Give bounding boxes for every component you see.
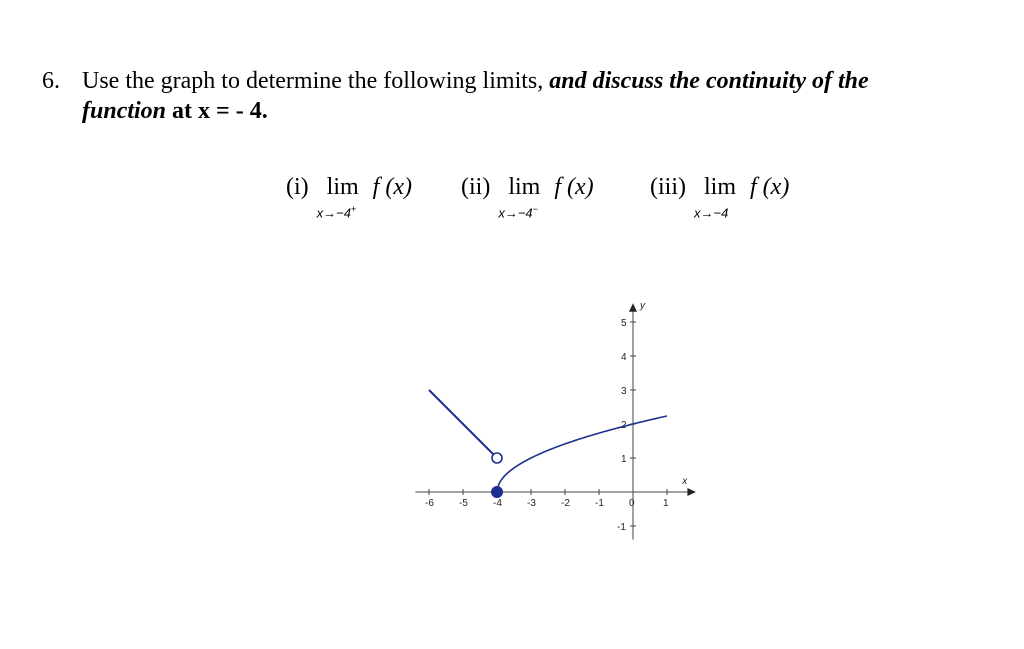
lim-word: lim (704, 174, 737, 200)
limit-expression (694, 174, 737, 221)
question-line-1 (82, 68, 869, 95)
limit-right-hand (286, 174, 412, 221)
limit-subscript (694, 204, 728, 220)
question-text-plain: Use the graph to determine the following limits, (82, 68, 550, 94)
x-tick-label: -6 (425, 498, 434, 509)
x-tick-label: 0 (629, 498, 635, 509)
x-tick-label: -2 (561, 498, 570, 509)
x-axis-label: x (682, 476, 688, 487)
sqrt-curve (497, 416, 667, 492)
limit-subscript-sign: − (532, 204, 538, 214)
y-tick-label: 4 (621, 352, 627, 363)
limit-subscript (498, 204, 538, 220)
limit-subscript-var: x→−4 (316, 205, 351, 221)
limit-function: f (x) (554, 174, 594, 200)
y-axis-arrow (629, 303, 637, 312)
y-tick-label: -1 (617, 522, 626, 533)
y-tick-label: 1 (621, 454, 627, 465)
limit-roman: (i) (286, 174, 309, 200)
y-tick-label: 2 (621, 420, 627, 431)
limit-expression (498, 174, 541, 221)
question-text-emphasis: and discuss the continuity of the (549, 68, 869, 94)
limit-subscript-var: x→−4 (498, 205, 533, 221)
x-tick-label: -1 (595, 498, 604, 509)
function-graph (400, 270, 720, 560)
y-tick-label: 3 (621, 386, 627, 397)
open-point (492, 453, 502, 463)
lim-word: lim (326, 174, 359, 200)
x-tick-label: -3 (527, 498, 536, 509)
limit-subscript-sign: + (350, 204, 357, 214)
limit-subscript-var: x→−4 (694, 205, 729, 221)
limit-left-hand (461, 174, 594, 221)
limit-roman: (ii) (461, 174, 491, 200)
y-tick-label: 5 (621, 318, 627, 329)
question-text-function: function (82, 98, 167, 124)
x-tick-label: -5 (459, 498, 468, 509)
lim-word: lim (508, 174, 541, 200)
limit-subscript (317, 204, 357, 220)
x-tick-label: -4 (493, 498, 502, 509)
question-line-2 (82, 98, 268, 125)
limit-function: f (x) (372, 174, 412, 200)
limit-expression (316, 174, 359, 221)
limit-two-sided (650, 174, 790, 221)
question-text-at-x: at x = - 4. (166, 98, 268, 124)
question-number: 6. (42, 68, 60, 94)
limit-roman: (iii) (650, 174, 686, 200)
y-axis-label: y (640, 300, 645, 312)
line-segment-left (429, 390, 497, 458)
closed-point (492, 487, 503, 498)
limit-function: f (x) (750, 174, 790, 200)
x-axis-arrow (687, 488, 696, 496)
x-tick-label: 1 (663, 498, 669, 509)
